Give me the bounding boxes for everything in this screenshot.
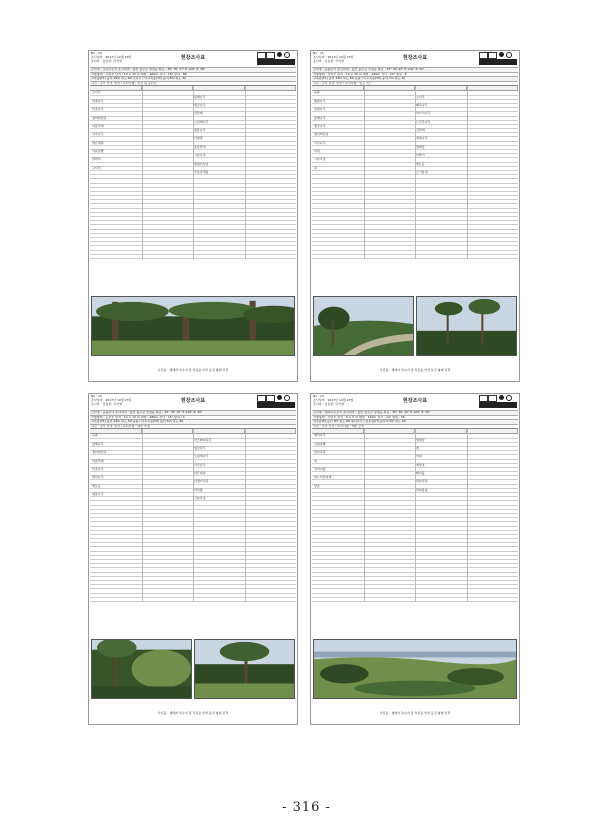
header-cell bbox=[364, 86, 416, 90]
species-name: 소나무 bbox=[92, 90, 101, 95]
species-name: 억새 bbox=[416, 454, 422, 459]
sheet-number: No : 12 bbox=[91, 394, 102, 398]
legend-dot-icon bbox=[277, 52, 282, 57]
species-name: 큰기름새 bbox=[416, 169, 428, 174]
site-photo bbox=[313, 639, 517, 699]
species-name: 산철쭉 bbox=[194, 136, 203, 141]
legend-bar bbox=[257, 59, 295, 65]
species-name: 환삼덩굴 bbox=[314, 450, 326, 455]
sheet-2 bbox=[310, 50, 520, 382]
species-name: 산초나무 bbox=[92, 107, 104, 112]
legend-circle-icon bbox=[284, 52, 290, 58]
species-name: 굴참나무 bbox=[314, 107, 326, 112]
species-table bbox=[90, 428, 296, 602]
species-name: 쥐똥나무 bbox=[92, 492, 104, 496]
surveyors: 조사자 : 김용한, 이석영 bbox=[313, 59, 344, 63]
species-name: 주름조개풀 bbox=[194, 169, 209, 174]
page-number: - 316 - bbox=[282, 800, 331, 815]
species-name: 억새 bbox=[314, 149, 320, 153]
species-name: 마삭줄 bbox=[194, 487, 203, 492]
sheet-title: 현장조사표 bbox=[402, 398, 428, 404]
legend-circle-icon bbox=[506, 52, 512, 58]
site-photo bbox=[416, 296, 517, 356]
species-name: 국수나무 bbox=[314, 140, 326, 145]
info-row: 군락명 : 곰솔군락 조사지역 : 울산 울주군 상정읍 좌표 : 35° 30' 42" E 129° 6' 52" bbox=[312, 67, 518, 72]
info-row: 교목층(T1) 높이 15m 피도 60 소나무 / 아교목층(T2) 높이 8m 피도 30 bbox=[90, 76, 296, 81]
info-row: 사진 : 군락 전경, 임상 / 특이사항 : 해안 인접 bbox=[90, 424, 296, 429]
legend-circle-icon bbox=[506, 395, 512, 401]
photo-caption: 사진을 : 생태자 특수지 및 특징을 인한 동진 형태 전경 bbox=[379, 711, 451, 715]
species-name: 칡 bbox=[416, 445, 419, 450]
legend-dot-icon bbox=[499, 395, 504, 400]
species-name: 돼지풀 bbox=[416, 471, 425, 476]
legend-box bbox=[257, 52, 266, 59]
surveyors: 조사자 : 김용한, 이석영 bbox=[91, 59, 122, 63]
survey-date: 조사일자 : 2017년 10월 23일 bbox=[313, 55, 354, 59]
species-name: 사스레피나무 bbox=[194, 437, 212, 442]
info-row: 군락명 : 곰솔군락 조사지역 : 울산 울주군 상정읍 좌표 : 35° 30' 30" E 129° 6' 40" bbox=[90, 410, 296, 415]
info-row: 지형형태 : 사면부 면적 : 10 × 15 m 해발 : 260m 경사 : 25° 방위 : NE bbox=[90, 72, 296, 77]
species-name: 생강나무 bbox=[314, 123, 326, 128]
legend-box bbox=[488, 395, 497, 402]
info-row: 지형형태 : 사면부 면적 : 10 × 15 m 해발 : 240m 경사 : 20° 방위 : E bbox=[312, 72, 518, 77]
legend-box bbox=[257, 395, 266, 402]
legend-box bbox=[266, 52, 275, 59]
surveyors: 조사자 : 김용한, 이석영 bbox=[91, 402, 122, 406]
species-name: 맑은대쑥 bbox=[92, 140, 104, 145]
species-name: 소나무 bbox=[416, 94, 425, 99]
species-name: 댕댕이덩굴 bbox=[194, 161, 209, 166]
species-name: 청미래덩굴 bbox=[92, 115, 107, 120]
info-row: 교목층(T1) 높이 12m 피도 50 곰솔 / 아교목층(T2) 높이 6m 피도 40 bbox=[90, 419, 296, 424]
species-table bbox=[90, 85, 296, 259]
species-name: 그늘사초 bbox=[314, 157, 326, 162]
species-name: 참싸리 bbox=[92, 157, 101, 162]
species-name: 팥배나무 bbox=[314, 115, 326, 120]
photo-strip bbox=[313, 639, 517, 699]
species-name: 쑥 bbox=[314, 165, 317, 170]
species-name: 산초나무 bbox=[92, 466, 104, 471]
site-photo bbox=[194, 639, 295, 699]
species-name: 닭의장풀 bbox=[416, 487, 428, 492]
header-cell bbox=[245, 429, 297, 433]
legend-box bbox=[488, 52, 497, 59]
site-photo bbox=[313, 296, 414, 356]
legend-dot-icon bbox=[277, 395, 282, 400]
info-row: 관목층(S) 높이 3m 피도 80 예덕나무 / 초본층(H) 높이 0.5m 피도 60 bbox=[312, 419, 518, 424]
header-cell bbox=[245, 86, 297, 90]
photo-strip bbox=[91, 639, 295, 699]
header-cell bbox=[415, 86, 467, 90]
species-name: 강아지풀 bbox=[314, 466, 326, 471]
species-name: 찔레꽃 bbox=[416, 437, 425, 442]
species-name: 사위질빵 bbox=[314, 441, 326, 446]
species-table bbox=[312, 85, 518, 259]
species-name: 청미래덩굴 bbox=[92, 450, 107, 455]
species-name: 팥배나무 bbox=[194, 94, 206, 99]
header-cell bbox=[193, 86, 245, 90]
species-name: 그늘사초 bbox=[194, 153, 206, 158]
header-cell bbox=[193, 429, 245, 433]
species-name: 생강나무 bbox=[194, 102, 206, 107]
species-name: 노간주나무 bbox=[416, 119, 431, 124]
info-row: 사진 : 군락 전경, 임상 / 특이사항 : 산림 내 등산로 bbox=[90, 81, 296, 86]
species-name: 진달래 bbox=[194, 111, 203, 116]
site-info bbox=[312, 410, 518, 428]
species-name: 개망초 bbox=[416, 462, 425, 467]
survey-date: 조사일자 : 2017년 10월 23일 bbox=[91, 55, 132, 59]
species-name: 상수리나무 bbox=[416, 111, 431, 116]
species-name: 계요등 bbox=[92, 483, 101, 488]
species-name: 망초 bbox=[314, 483, 320, 488]
header-cell bbox=[467, 86, 519, 90]
species-name: 그늘사초 bbox=[194, 496, 206, 501]
species-name: 며느리밑씻개 bbox=[314, 475, 332, 480]
photo-caption: 사진을 : 생태자 특수지 및 특징을 인한 동진 형태 전경 bbox=[379, 368, 451, 372]
species-name: 국수나무 bbox=[92, 132, 104, 137]
surveyors: 조사자 : 김용한, 이석영 bbox=[313, 402, 344, 406]
legend-bar bbox=[479, 59, 517, 65]
species-name: 굴참나무 bbox=[92, 98, 104, 103]
species-name: 예덕나무 bbox=[314, 433, 326, 438]
species-table bbox=[312, 428, 518, 602]
legend-dot-icon bbox=[499, 52, 504, 57]
legend-block bbox=[479, 395, 517, 408]
species-name: 졸참나무 bbox=[314, 98, 326, 103]
species-name: 진달래 bbox=[416, 128, 425, 133]
sheet-3 bbox=[88, 393, 298, 725]
species-name: 노린재나무 bbox=[194, 119, 209, 124]
site-photo bbox=[91, 296, 295, 356]
species-name: 때죽나무 bbox=[416, 102, 428, 107]
sheet-1 bbox=[88, 50, 298, 382]
species-name: 쇠물푸레 bbox=[92, 123, 104, 128]
info-row: 군락명 : 소나무군락 조사지역 : 울산 울주군 상정읍 좌표 : 35° 30' 37" E 129° 6' 48" bbox=[90, 67, 296, 72]
species-name: 개옻나무 bbox=[416, 136, 428, 141]
legend-bar bbox=[479, 402, 517, 408]
species-name: 환삼덩굴 bbox=[416, 479, 428, 484]
survey-date: 조사일자 : 2017년 10월 23일 bbox=[91, 398, 132, 402]
species-name: 맑은대쑥 bbox=[194, 471, 206, 476]
species-name: 담쟁이덩굴 bbox=[194, 479, 209, 484]
species-name: 곰솔 bbox=[92, 433, 98, 438]
legend-block bbox=[257, 52, 295, 65]
species-name: 팥배나무 bbox=[92, 441, 104, 446]
sheet-title: 현장조사표 bbox=[180, 398, 206, 404]
photo-strip bbox=[91, 296, 295, 356]
legend-box bbox=[266, 395, 275, 402]
species-name: 산딸기 bbox=[416, 153, 425, 158]
species-name: 국수나무 bbox=[194, 462, 206, 467]
header-cell bbox=[415, 429, 467, 433]
info-row: 군락명 : 예덕나무군락 조사지역 : 울산 울주군 상정읍 좌표 : 35° 30' 25" E 129° 6' 35" bbox=[312, 410, 518, 415]
info-row: 지형형태 : 능선부 면적 : 10 × 10 m 해발 : 280m 경사 : 15° 방위 : S bbox=[90, 415, 296, 420]
species-name: 계요등 bbox=[416, 161, 425, 166]
species-name: 조록싸리 bbox=[194, 144, 206, 149]
species-name: 예덕나무 bbox=[92, 475, 104, 480]
sheet-4 bbox=[310, 393, 520, 725]
info-row: 지형형태 : 사면부 면적 : 5 × 5 m 해발 : 120m 경사 : 10° 방위 : SE bbox=[312, 415, 518, 420]
legend-block bbox=[257, 395, 295, 408]
species-name: 쥐똥나무 bbox=[194, 128, 206, 133]
species-name: 청미래덩굴 bbox=[314, 132, 329, 137]
header-cell bbox=[467, 429, 519, 433]
legend-bar bbox=[257, 402, 295, 408]
photo-caption: 사진을 : 생태자 특수지 및 특징을 인한 동진 형태 전경 bbox=[157, 711, 229, 715]
species-name: 곰솔 bbox=[314, 90, 320, 95]
header-cell bbox=[364, 429, 416, 433]
header-cell bbox=[142, 86, 194, 90]
info-row: 교목층(T1) 높이 13m 피도 60 곰솔 / 아교목층(T2) 높이 7m 피도 30 bbox=[312, 76, 518, 81]
site-info bbox=[90, 410, 296, 428]
legend-box bbox=[479, 395, 488, 402]
legend-box bbox=[479, 52, 488, 59]
legend-block bbox=[479, 52, 517, 65]
sheet-number: No : 13 bbox=[313, 394, 324, 398]
species-name: 고사리 bbox=[92, 165, 101, 170]
species-name: 쇠물푸레 bbox=[92, 458, 104, 463]
site-photo bbox=[91, 639, 192, 699]
species-name: 찔레꽃 bbox=[416, 144, 425, 149]
sheet-number: No : 10 bbox=[91, 51, 102, 55]
photo-strip bbox=[313, 296, 517, 356]
site-info bbox=[312, 67, 518, 85]
species-name: 사위질빵 bbox=[92, 149, 104, 153]
sheet-title: 현장조사표 bbox=[180, 55, 206, 61]
sheet-title: 현장조사표 bbox=[402, 55, 428, 61]
sheet-number: No : 11 bbox=[313, 51, 324, 55]
species-name: 생강나무 bbox=[194, 445, 206, 450]
species-name: 쑥 bbox=[314, 458, 317, 463]
header-cell bbox=[142, 429, 194, 433]
legend-circle-icon bbox=[284, 395, 290, 401]
species-name: 노린재나무 bbox=[194, 454, 209, 459]
photo-caption: 사진을 : 생태자 특수지 및 특징을 인한 동진 형태 전경 bbox=[157, 368, 229, 372]
site-info bbox=[90, 67, 296, 85]
info-row: 사진 : 군락 전경, 임상 / 특이사항 : 임도 인근 bbox=[312, 81, 518, 86]
survey-date: 조사일자 : 2017년 10월 23일 bbox=[313, 398, 354, 402]
info-row: 사진 : 군락 전경 / 특이사항 : 해안 조망 bbox=[312, 424, 518, 429]
